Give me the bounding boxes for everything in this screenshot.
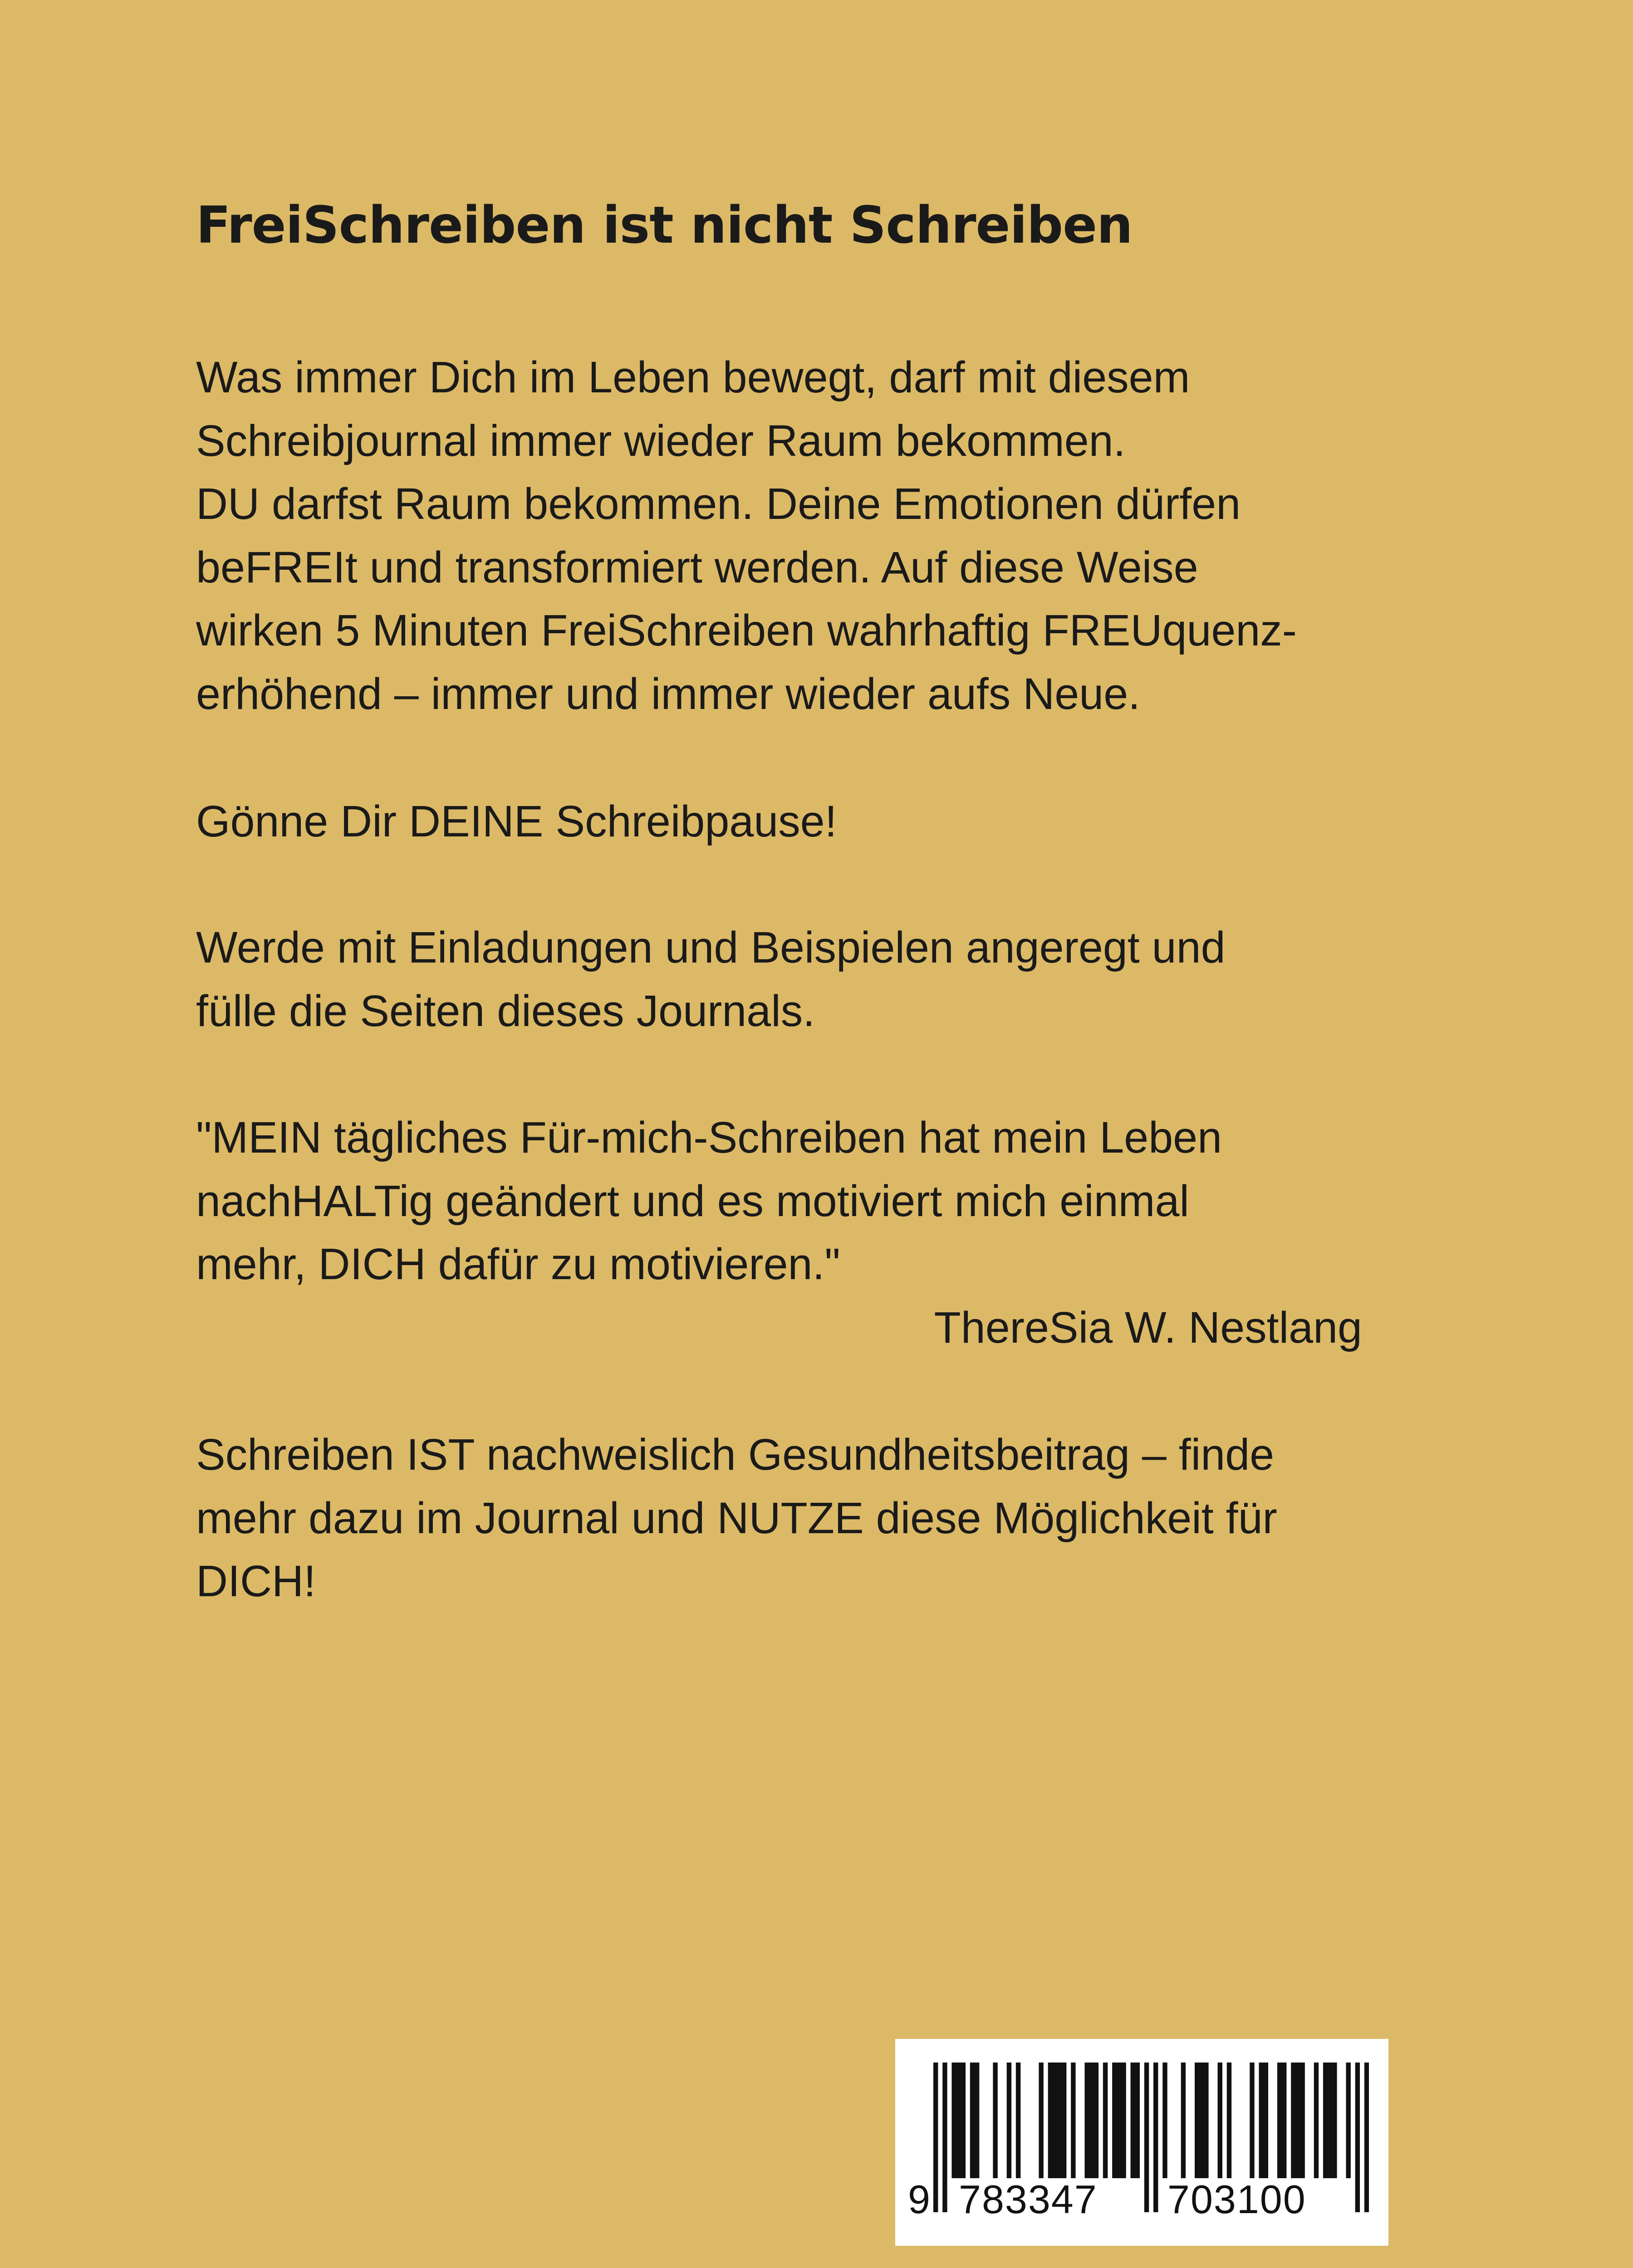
barcode-bar [1062,2063,1066,2178]
quote-paragraph [196,1106,1421,1296]
barcode-right-digits: 703100 [1167,2177,1306,2222]
barcode-bar [1094,2063,1098,2178]
barcode-bar [1016,2063,1020,2178]
barcode-guard-bar [1153,2063,1158,2212]
text-line: wirken 5 Minuten FreiSchreiben wahrhaftig FREUquenz- [196,606,1297,655]
text-line: mehr dazu im Journal und NUTZE diese Möglichkeit für [196,1493,1277,1543]
barcode-bar [1039,2063,1043,2178]
text-line: Werde mit Einladungen und Beispielen angeregt und [196,923,1226,972]
text-line: Was immer Dich im Leben bewegt, darf mit diesem [196,352,1190,402]
barcode-bar [1007,2063,1011,2178]
barcode-bar [1277,2063,1282,2178]
barcode-bar [993,2063,997,2178]
text-line: Schreibjournal immer wieder Raum bekommen. [196,415,1126,465]
text-line: erhöhend – immer und immer wieder aufs Neue. [196,669,1141,719]
barcode-bar [1195,2063,1199,2178]
text-line: fülle die Seiten dieses Journals. [196,986,815,1036]
barcode-bar [1332,2063,1337,2178]
barcode-bar [1089,2063,1094,2178]
barcode-bar [1103,2063,1108,2178]
barcode-bar [1300,2063,1304,2178]
text-line: nachHALTig geändert und es motiviert mich einmal [196,1176,1189,1226]
barcode-guard-bar [1355,2063,1360,2212]
barcode-left-digits: 783347 [959,2177,1098,2222]
barcode-bar [1053,2063,1057,2178]
barcode-bar [1135,2063,1140,2178]
barcode-bar [961,2063,966,2178]
text-line: Schreiben IST nachweislich Gesundheitsbeitrag – finde [196,1430,1275,1479]
barcode-bar [1162,2063,1167,2178]
inspiration-paragraph [196,916,1421,1042]
barcode-bar [970,2063,975,2178]
barcode-first-digit: 9 [908,2177,930,2222]
barcode-bar [1057,2063,1062,2178]
barcode-guard-bar [933,2063,938,2212]
barcode-guard-bar [1144,2063,1149,2212]
text-line: DU darfst Raum bekommen. Deine Emotionen dürfen [196,479,1241,528]
barcode-guard-bar [1364,2063,1369,2212]
barcode-bar [1227,2063,1231,2178]
barcode-guard-bar [942,2063,947,2212]
barcode-bar [1048,2063,1053,2178]
quote-author: ThereSia W. Nestlang [934,1303,1362,1352]
barcode-bar [1218,2063,1222,2178]
barcode-bar [1323,2063,1328,2178]
barcode-bar [1071,2063,1075,2178]
text-line: mehr, DICH dafür zu motivieren." [196,1239,840,1289]
barcode-bar [1346,2063,1350,2178]
invitation-paragraph [196,790,1421,853]
barcode-bar [1112,2063,1117,2178]
barcode-bar [1117,2063,1121,2178]
text-line: DICH! [196,1556,316,1606]
barcode-bar [1259,2063,1263,2178]
barcode-bar [1250,2063,1254,2178]
barcode-bar [956,2063,961,2178]
barcode-bar [1084,2063,1089,2178]
barcode-bar [1121,2063,1126,2178]
barcode-bar [951,2063,956,2178]
barcode-bar [975,2063,979,2178]
barcode-bar [1295,2063,1300,2178]
barcode-bar [1181,2063,1186,2178]
isbn-barcode [895,2039,1388,2246]
barcode-bar [1291,2063,1295,2178]
barcode-bar [1328,2063,1332,2178]
barcode-bar [1199,2063,1204,2178]
text-line: Gönne Dir DEINE Schreibpause! [196,797,837,846]
intro-paragraph [196,346,1421,725]
barcode-bar [1131,2063,1135,2178]
closing-paragraph [196,1423,1421,1613]
barcode-bar [1314,2063,1319,2178]
barcode-bar [1264,2063,1268,2178]
text-line: "MEIN tägliches Für-mich-Schreiben hat mein Leben [196,1113,1222,1162]
barcode-bar [1282,2063,1286,2178]
cover-heading: FreiSchreiben ist nicht Schreiben [196,196,1133,255]
text-line: beFREIt und transformiert werden. Auf diese Weise [196,542,1198,592]
barcode-bar [1204,2063,1208,2178]
